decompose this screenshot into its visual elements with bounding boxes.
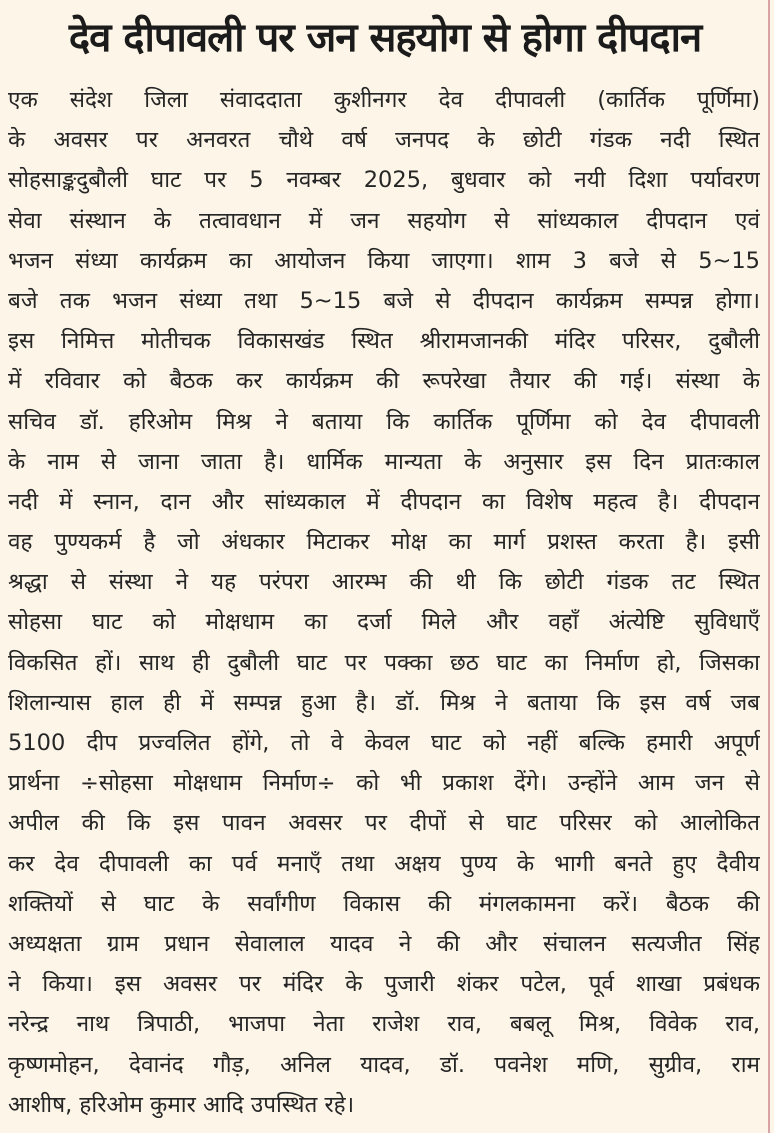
- article-line: ने किया। इस अवसर पर मंदिर के पुजारी शंकर पटेल, पूर्व शाखा प्रबंधक: [8, 971, 760, 998]
- article-line: नरेन्द्र नाथ त्रिपाठी, भाजपा नेता राजेश राव, बबलू मिश्र, विवेक राव,: [8, 1011, 760, 1038]
- article-line: आशीष, हरिओम कुमार आदि उपस्थित रहे।: [8, 1091, 355, 1118]
- article-line: नदी में स्नान, दान और सांध्यकाल में दीपदान का विशेष महत्व है। दीपदान: [8, 488, 760, 515]
- article-line: सोहसा घाट को मोक्षधाम का दर्जा मिले और वहाँ अंत्येष्टि सुविधाएँ: [8, 609, 760, 636]
- article-line: शक्तियों से घाट के सर्वांगीण विकास की मंगलकामना करें। बैठक की: [8, 890, 760, 917]
- article-line: विकसित हों। साथ ही दुबौली घाट पर पक्का छठ घाट का निर्माण हो, जिसका: [8, 649, 760, 676]
- article-line: शिलान्यास हाल ही में सम्पन्न हुआ है। डॉ. मिश्र ने बताया कि इस वर्ष जब: [8, 689, 760, 716]
- article-line: के अवसर पर अनवरत चौथे वर्ष जनपद के छोटी गंडक नदी स्थित: [8, 127, 760, 154]
- article-body: [8, 80, 760, 1125]
- article-line: सोहसाङ्कदुबौली घाट पर 5 नवम्बर 2025, बुधवार को नयी दिशा पर्यावरण: [8, 167, 760, 194]
- article-line: अपील की कि इस पावन अवसर पर दीपों से घाट परिसर को आलोकित: [8, 810, 760, 837]
- article-line: श्रद्धा से संस्था ने यह परंपरा आरम्भ की थी कि छोटी गंडक तट स्थित: [8, 569, 760, 596]
- article-line: प्रार्थना ÷सोहसा मोक्षधाम निर्माण÷ को भी प्रकाश देंगे। उन्होंने आम जन से: [8, 770, 760, 797]
- article-line: इस निमित्त मोतीचक विकासखंड स्थित श्रीरामजानकी मंदिर परिसर, दुबौली: [8, 328, 760, 355]
- article-line: वह पुण्यकर्म है जो अंधकार मिटाकर मोक्ष का मार्ग प्रशस्त करता है। इसी: [8, 529, 760, 556]
- article-line: बजे तक भजन संध्या तथा 5~15 बजे से दीपदान कार्यक्रम सम्पन्न होगा।: [8, 287, 760, 314]
- article-line: में रविवार को बैठक कर कार्यक्रम की रूपरेखा तैयार की गई। संस्था के: [8, 368, 760, 395]
- article-line: कृष्णमोहन, देवानंद गौड़, अनिल यादव, डॉ. पवनेश मणि, सुग्रीव, राम: [8, 1051, 760, 1078]
- article-line: सचिव डॉ. हरिओम मिश्र ने बताया कि कार्तिक पूर्णिमा को देव दीपावली: [8, 408, 760, 435]
- article-line: भजन संध्या कार्यक्रम का आयोजन किया जाएगा। शाम 3 बजे से 5~15: [8, 247, 760, 274]
- article-line: एक संदेश जिला संवाददाता कुशीनगर देव दीपावली (कार्तिक पूर्णिमा): [8, 87, 760, 113]
- article-line: 5100 दीप प्रज्वलित होंगे, तो वे केवल घाट को नहीं बल्कि हमारी अपूर्ण: [8, 730, 760, 756]
- article-headline: देव दीपावली पर जन सहयोग से होगा दीपदान: [68, 15, 702, 61]
- article-line: के नाम से जाना जाता है। धार्मिक मान्यता के अनुसार इस दिन प्रातःकाल: [8, 448, 760, 475]
- article-line: सेवा संस्थान के तत्वावधान में जन सहयोग से सांध्यकाल दीपदान एवं: [8, 207, 760, 234]
- article-line: अध्यक्षता ग्राम प्रधान सेवालाल यादव ने की और संचालन सत्यजीत सिंह: [8, 930, 760, 957]
- article-line: कर देव दीपावली का पर्व मनाएँ तथा अक्षय पुण्य के भागी बनते हुए दैवीय: [8, 850, 760, 877]
